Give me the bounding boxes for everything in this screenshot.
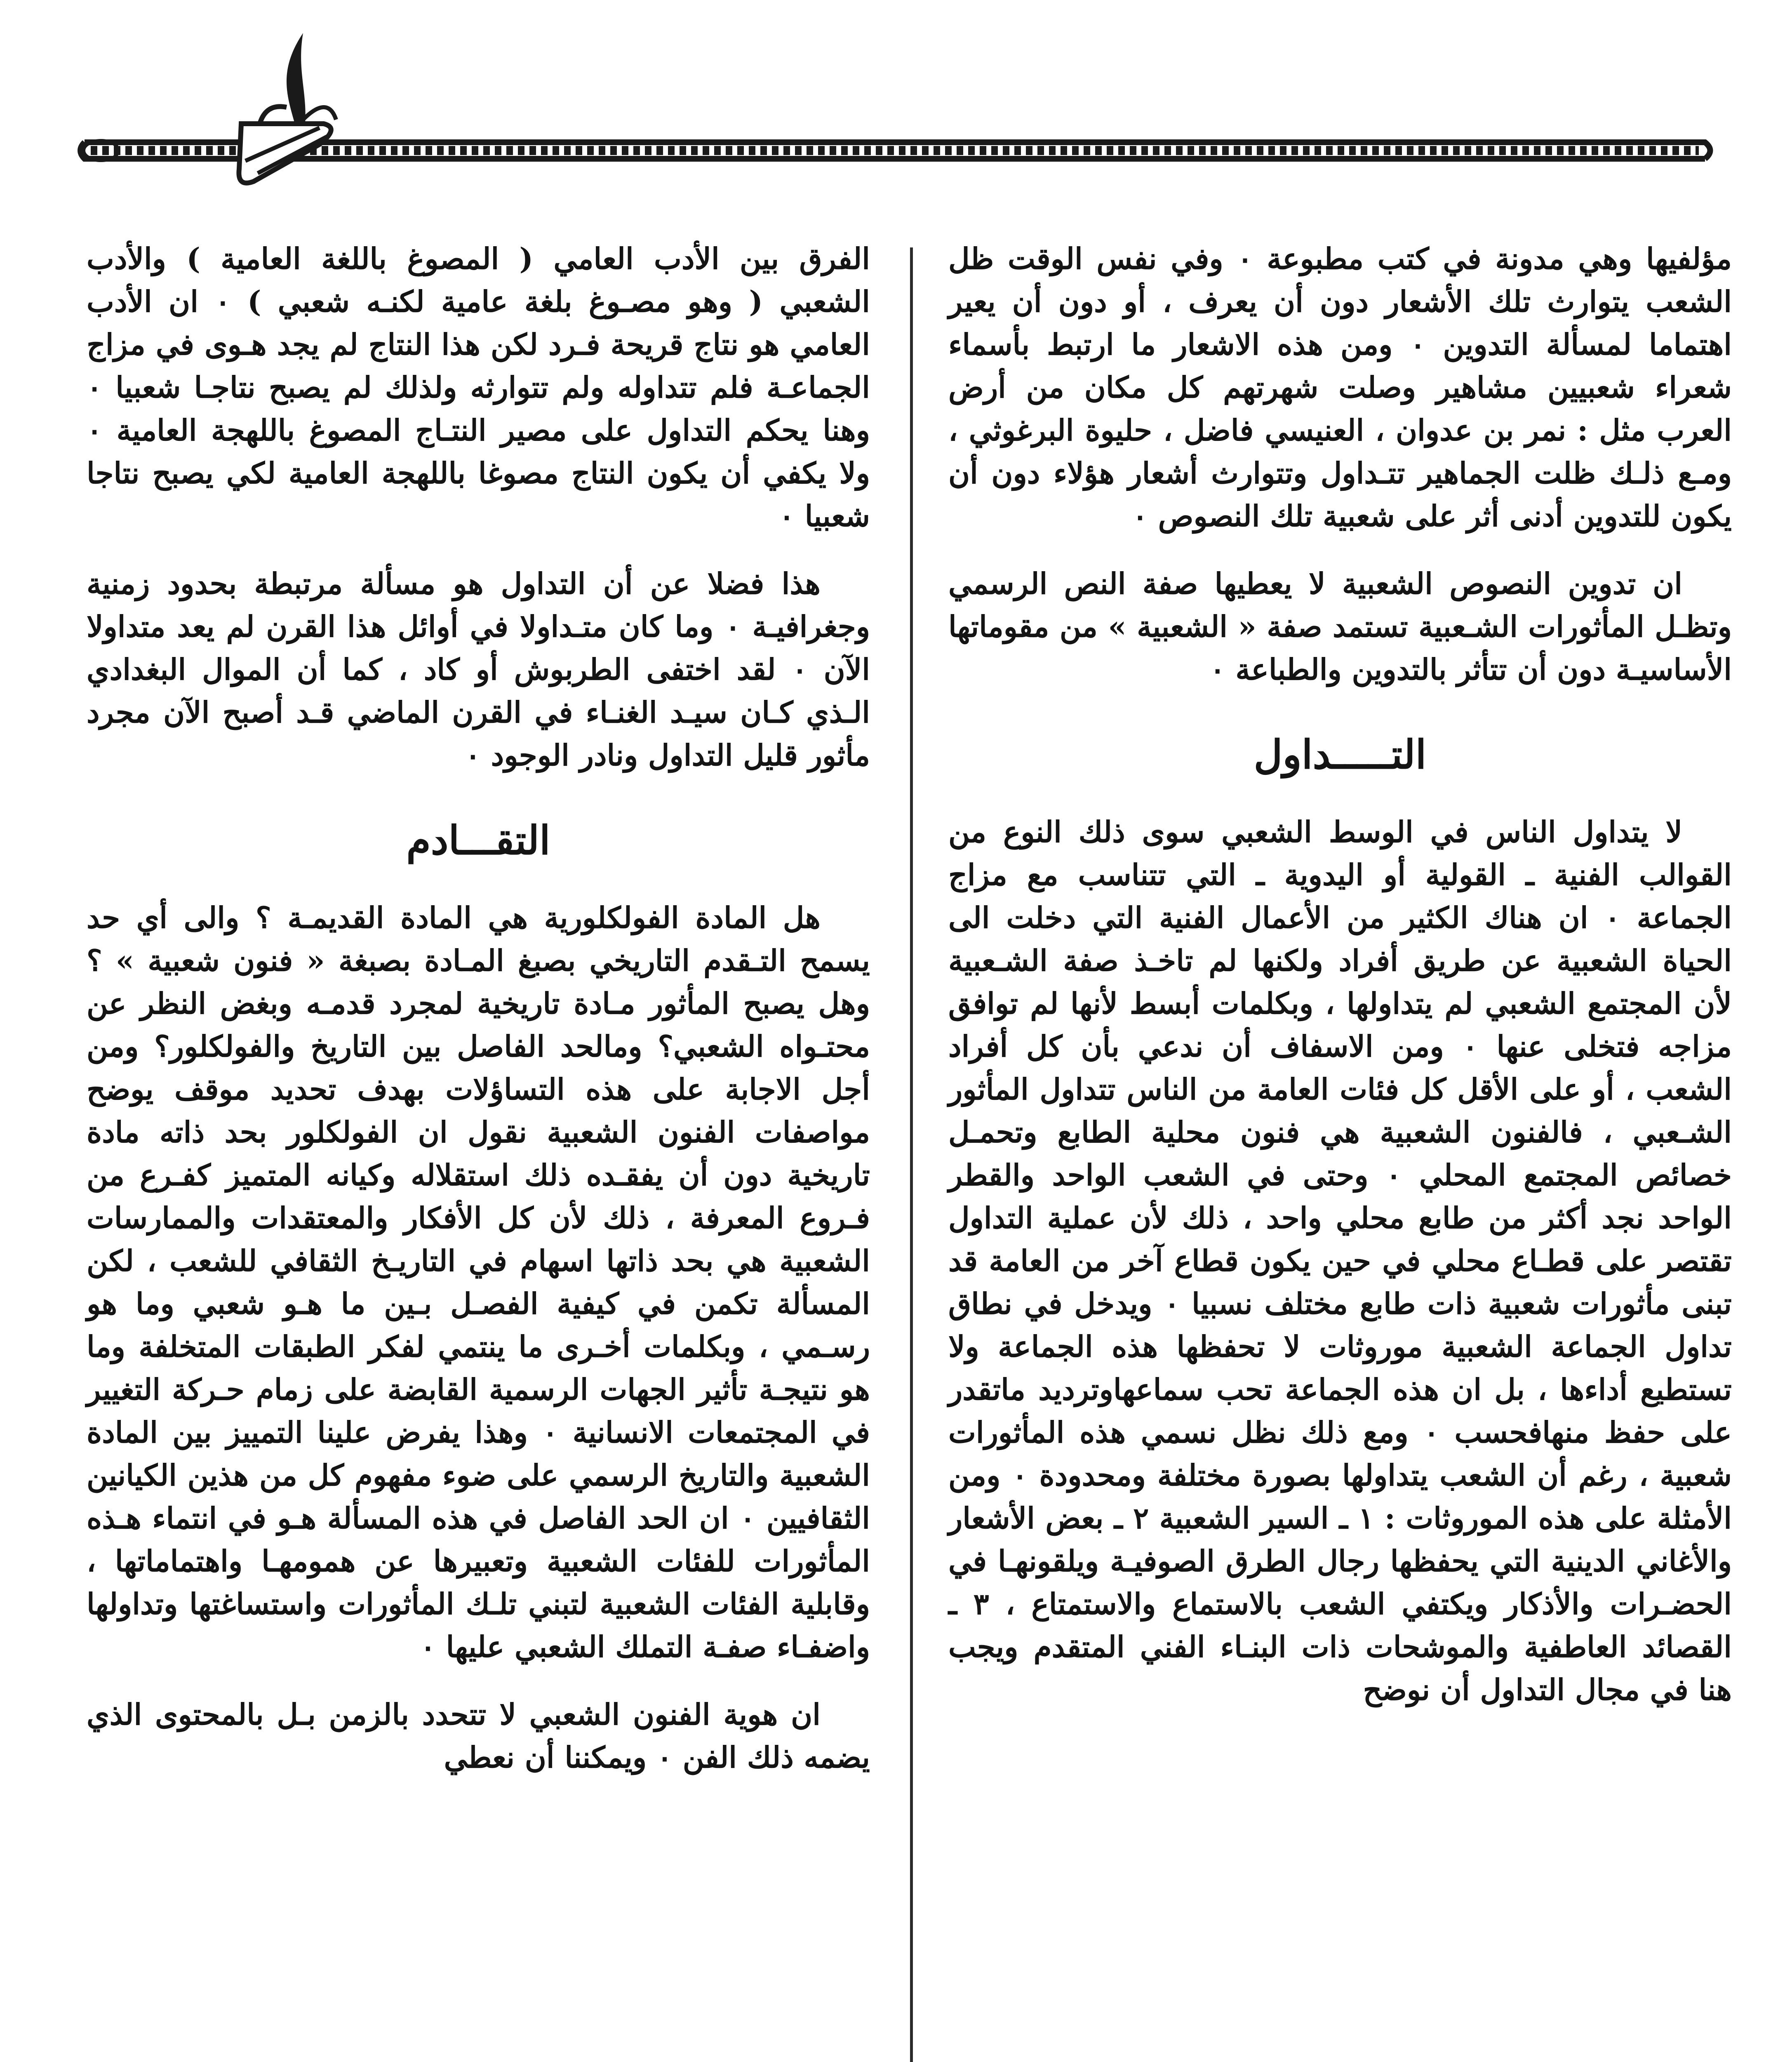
header-ornament [72,25,1717,198]
right-paragraph-2: ان تدوين النصوص الشعبية لا يعطيها صفة النص الرسمي وتظـل المأثورات الشـعبية تستمد صفة « الشعبية » من مقوماتها الأساسيـة دون أن تتأثر بالتدوين والطباعة ٠ [948,566,1732,687]
right-paragraph-3: لا يتداول الناس في الوسط الشعبي سوى ذلك النوع من القوالب الفنية ـ القولية أو اليدوية ـ التي تتناسب مع مزاج الجماعة ٠ ان هناك الكثير من الأعمال الفنية التي دخلت الى الحياة الشعبية عن طريق أفراد ولكنها لم تاخـذ صفة الشـعبية لأن المجتمع الشعبي لم يتداولها ، وبكلمات أبسط لأنها لم توافق مزاجه فتخلى عنها ٠ ومن الاسفاف أن ندعي بأن كل أفراد الشعب ، أو على الأقل كل فئات العامة من الناس تتداول المأثور الشـعبي ، فالفنون الشعبية هي فنون محلية الطابع وتحمـل خصائص المجتمع المحلي ٠ وحتى في الشعب الواحد والقطر الواحد نجد أكثر من طابع محلي واحد ، ذلك لأن عملية التداول تقتصر على قطـاع محلي في حين يكون قطاع آخر من العامة قد تبنى مأثورات شعبية ذات طابع مختلف نسبيا ٠ ويدخل في نطاق تداول الجماعة الشعبية موروثات لا تحفظها هذه الجماعة ولا تستطيع أداءها ، بل ان هذه الجماعة تحب سماعهاوترديد ماتقدر على حفظ منهافحسب ٠ ومع ذلك نظل نسمي هذه المأثورات شعبية ، رغم أن الشعب يتداولها بصورة مختلفة ومحدودة ٠ ومن الأمثلة على هذه الموروثات : ١ ـ السير الشعبية ٢ ـ بعض الأشعار والأغاني الدينية التي يحفظها رجال الطرق الصوفيـة ويلقونهـا في الحضـرات والأذكار ويكتفي الشعب بالاستماع والاستمتاع ، ٣ ـ القصائد العاطفية والموشحات ذات البنـاء الفني المتقدم ويجب هنا في مجال التداول أن نوضح [948,814,1732,1707]
right-paragraph-1: مؤلفيها وهي مدونة في كتب مطبوعة ٠ وفي نفس الوقت ظل الشعب يتوارث تلك الأشعار دون أن يعرف ، أو دون أن يعير اهتماما لمسألة التدوين ٠ ومن هذه الاشعار ما ارتبط بأسماء شعراء شعبيين مشاهير وصلت شهرتهم كل مكان من أرض العرب مثل : نمر بن عدوان ، العنيسي فاضل ، حليوة البرغوثي ، ومـع ذلـك ظلت الجماهير تتـداول وتتوارث أشعار هؤلاء دون أن يكون للتدوين أدنى أثر على شعبية تلك النصوص ٠ [948,241,1732,533]
heading-taqadum: التقـــادم [406,817,550,864]
column-divider [910,247,913,2062]
left-column [87,237,870,1803]
right-column [948,237,1732,1736]
heading-tadawul: التـــــداول [1253,731,1427,778]
left-paragraph-2: هذا فضلا عن أن التداول هو مسألة مرتبطة بحدود زمنية وجغرافيـة ٠ وما كان متـداولا في أوائل هذا القرن لم يعد متداولا الآن ٠ لقد اختفى الطربوش أو كاد ، كما أن الموال البغدادي الـذي كـان سيـد الغنـاء في القرن الماضي قـد أصبح الآن مجرد مأثور قليل التداول ونادر الوجود ٠ [87,566,870,772]
left-paragraph-3: هل المادة الفولكلورية هي المادة القديمـة ؟ والى أي حد يسمح التـقدم التاريخي بصبغ المـادة بصبغة « فنون شعبية » ؟ وهل يصبح المأثور مـادة تاريخية لمجرد قدمـه وبغض النظر عن محتـواه الشعبي؟ ومالحد الفاصل بين التاريخ والفولكلور؟ ومن أجل الاجابة على هذه التساؤلات بهدف تحديد موقف يوضح مواصفات الفنون الشعبية نقول ان الفولكلور بحد ذاته مادة تاريخية دون أن يفقـده ذلك استقلاله وكيانه المتميز كفـرع من فـروع المعرفة ، ذلك لأن كل الأفكار والمعتقدات والممارسات الشعبية هي بحد ذاتها اسهام في التاريـخ الثقافي للشعب ، لكن المسألة تكمن في كيفية الفصـل بـين ما هـو شعبي وما هو رسـمي ، وبكلمات أخـرى ما ينتمي لفكر الطبقات المتخلفة وما هو نتيجـة تأثير الجهات الرسمية القابضة على زمام حـركة التغيير في المجتمعات الانسانية ٠ وهذا يفرض علينا التمييز بين المادة الشعبية والتاريخ الرسمي على ضوء مفهوم كل من هذين الكيانين الثقافيين ٠ ان الحد الفاصل في هذه المسألة هـو في انتماء هـذه المأثورات للفئات الشعبية وتعبيرها عن همومهـا واهتماماتها ، وقابلية الفئات الشعبية لتبني تلـك المأثورات واستساغتها وتداولها واضفـاء صفـة التملك الشعبي عليها ٠ [87,900,870,1664]
left-paragraph-4: ان هوية الفنون الشعبي لا تتحدد بالزمن بـل بالمحتوى الذي يضمه ذلك الفن ٠ ويمكننا أن نعطي [87,1697,870,1775]
left-paragraph-1: الفرق بين الأدب العامي ( المصوغ باللغة العامية ) والأدب الشعبي ( وهو مصـوغ بلغة عامية لكنـه شعبي ) ٠ ان الأدب العامي هو نتاج قريحة فـرد لكن هذا النتاج لم يجد هـوى في مزاج الجماعـة فلم تتداوله ولم تتوارثه ولذلك لم يصبح نتاجـا شعبيا ٠ وهنا يحكم التداول على مصير النتـاج المصوغ باللهجة العامية ٠ ولا يكفي أن يكون النتاج مصوغا باللهجة العامية لكي يصبح نتاجا شعبيا ٠ [87,241,870,533]
